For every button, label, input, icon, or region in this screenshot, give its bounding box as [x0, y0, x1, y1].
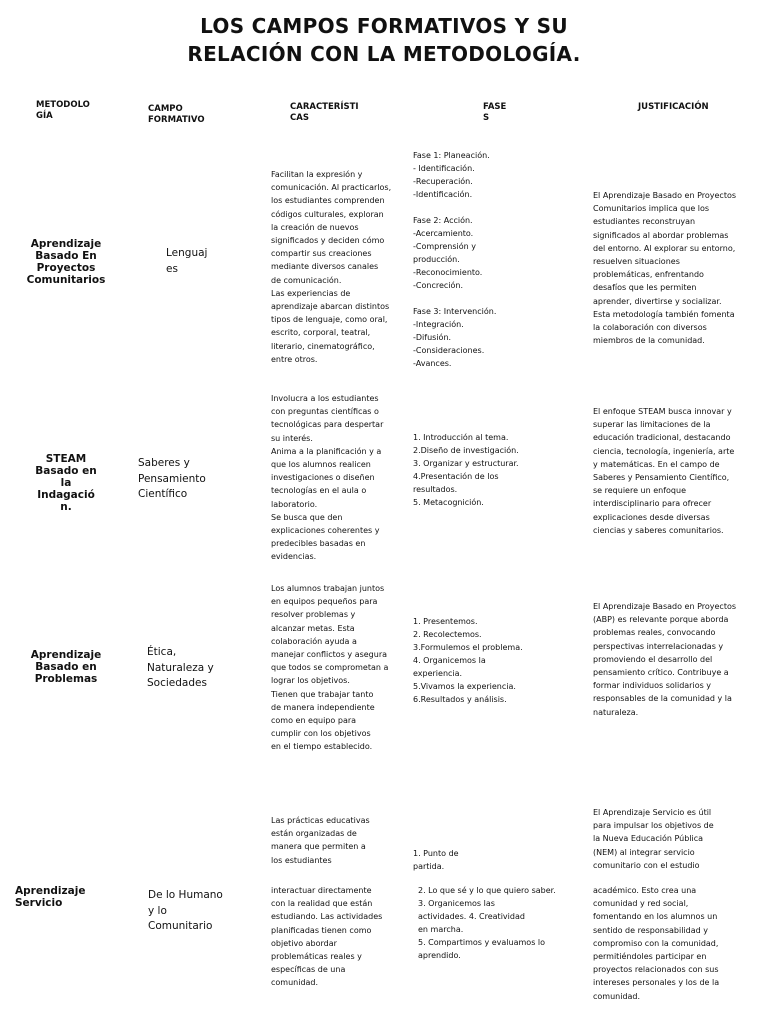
row-3-caracteristicas: Los alumnos trabajan juntos en equipos pequeños para resolver problemas y alcanzar metas. Esta colaboración ayuda a manejar conflictos y asegura que todos se comprometan a lograr los objetivos. Tienen que trabajar tanto de manera independiente como en equipo para cumplir con los objetivos en el tiempo establecido.: [271, 584, 389, 752]
row-1-campo: Lenguaj es: [166, 247, 208, 275]
header-metodologia: METODOLO GÍA: [36, 100, 90, 121]
row-1-fases: Fase 1: Planeación. - Identificación. -Recuperación. -Identificación. Fase 2: Acción. -Acercamiento. -Comprensión y producción. -Reconocimiento. -Concreción. Fase 3: Intervención. -Integración. -Difusión. -Consideraciones. -Avances.: [413, 151, 497, 368]
page-title: [0, 12, 768, 68]
row-2-campo: Saberes y Pensamiento Científico: [138, 457, 206, 500]
row-4-fases-top: 1. Punto de partida.: [413, 849, 459, 871]
row-4-caracteristicas-top: Las prácticas educativas están organizadas de manera que permiten a los estudiantes: [271, 816, 370, 865]
row-3-justificacion: El Aprendizaje Basado en Proyectos (ABP) es relevante porque aborda problemas reales, convocando perspectivas interrelacionadas y promoviendo el desarrollo del pensamiento crítico. Contribuye a formar individuos solidarios y responsables de la comunidad y la naturaleza.: [593, 602, 737, 717]
row-2-justificacion: El enfoque STEAM busca innovar y superar las limitaciones de la educación tradicional, destacando ciencia, tecnología, ingeniería, arte y matemáticas. En el campo de Saberes y Pensamiento Científico, se requiere un enfoque interdisciplinario para ofrecer explicaciones desde diversas ciencias y saberes comunitarios.: [593, 407, 735, 535]
row-2-metodologia: STEAM Basado en la Indagació n.: [35, 453, 97, 513]
row-3-fases: 1. Presentemos. 2. Recolectemos. 3.Formulemos el problema. 4. Organicemos la experiencia. 5.Vivamos la experiencia. 6.Resultados y análisis.: [413, 617, 523, 704]
page-title-line-2: RELACIÓN CON LA METODOLOGÍA.: [187, 42, 581, 66]
row-2-fases: 1. Introducción al tema. 2.Diseño de investigación. 3. Organizar y estructurar. 4.Presentación de los resultados. 5. Metacognición.: [413, 433, 519, 507]
row-2-caracteristicas: Involucra a los estudiantes con preguntas científicas o tecnológicas para despertar su interés. Anima a la planificación y a que los alumnos realicen investigaciones o diseñen tecnologías en el aula o laboratorio. Se busca que den explicaciones coherentes y predecibles basadas en evidencias.: [271, 394, 384, 562]
row-4-fases-bottom: 2. Lo que sé y lo que quiero saber. 3. Organicemos las actividades. 4. Creatividad en marcha. 5. Compartimos y evaluamos lo aprendido.: [418, 886, 556, 960]
row-1-justificacion: El Aprendizaje Basado en Proyectos Comunitarios implica que los estudiantes reconstruyan significados al abordar problemas del entorno. Al explorar su entorno, resuelven situaciones problemáticas, enfrentando desafíos que les permiten aprender, divertirse y socializar. Esta metodología también fomenta la colaboración con diversos miembros de la comunidad.: [593, 191, 737, 346]
page-title-line-1: LOS CAMPOS FORMATIVOS Y SU: [200, 14, 568, 38]
header-caracteristicas: CARACTERÍSTI CAS: [290, 102, 359, 123]
row-4-justificacion-top: El Aprendizaje Servicio es útil para impulsar los objetivos de la Nueva Educación Pública (NEM) al integrar servicio comunitario con el estudio: [593, 808, 714, 870]
row-4-caracteristicas-bottom: interactuar directamente con la realidad que están estudiando. Las actividades planificadas tienen como objetivo abordar problemáticas reales y específicas de una comunidad.: [271, 886, 383, 988]
row-4-justificacion-bottom: académico. Esto crea una comunidad y red social, fomentando en los alumnos un sentido de responsabilidad y compromiso con la comunidad, permitiéndoles participar en proyectos relacionados con sus intereses personales y los de la comunidad.: [593, 886, 720, 1001]
row-1-metodologia: Aprendizaje Basado En Proyectos Comunitarios: [26, 238, 106, 286]
header-campo-formativo: CAMPO FORMATIVO: [148, 104, 205, 125]
header-fases: FASE S: [483, 102, 507, 123]
row-3-metodologia: Aprendizaje Basado en Problemas: [30, 649, 102, 685]
header-justificacion: JUSTIFICACIÓN: [638, 102, 709, 112]
row-1-caracteristicas: Facilitan la expresión y comunicación. Al practicarlos, los estudiantes comprenden códigos culturales, exploran la creación de nuevos significados y deciden cómo compartir sus creaciones mediante diversos canales de comunicación. Las experiencias de aprendizaje abarcan distintos tipos de lenguaje, como oral, escrito, corporal, teatral, literario, cinematográfico, entre otros.: [271, 170, 392, 364]
row-3-campo: Ética, Naturaleza y Sociedades: [147, 646, 214, 689]
row-4-metodologia: Aprendizaje Servicio: [15, 885, 86, 909]
row-4-campo: De lo Humano y lo Comunitario: [148, 889, 223, 932]
